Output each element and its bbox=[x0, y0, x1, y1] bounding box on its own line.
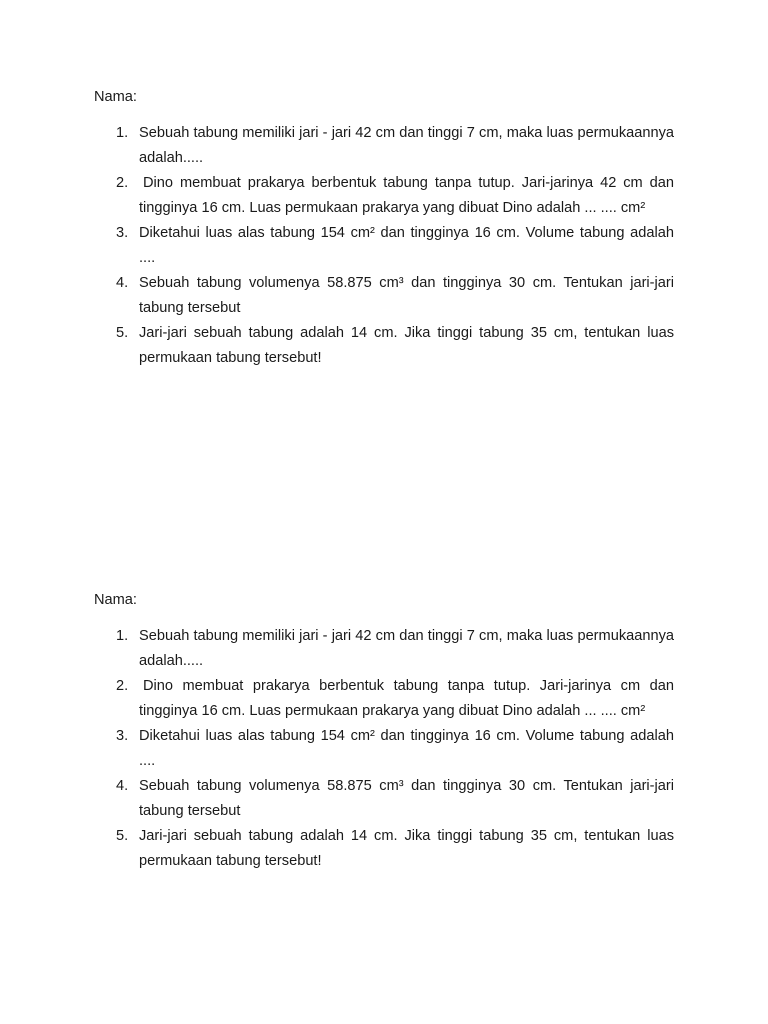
question-text: Sebuah tabung volumenya 58.875 cm³ dan tingginya 30 cm. Tentukan jari-jari tabung tersebut bbox=[139, 778, 674, 819]
name-label: Nama: bbox=[94, 592, 137, 608]
question-number: 5. bbox=[116, 828, 129, 844]
question-text: Sebuah tabung memiliki jari - jari 42 cm dan tinggi 7 cm, maka luas permukaannya adalah..... bbox=[139, 125, 674, 166]
question-number: 3. bbox=[116, 225, 129, 241]
question-number: 1. bbox=[116, 628, 129, 644]
question-number: 2. bbox=[116, 175, 129, 191]
name-label: Nama: bbox=[94, 89, 137, 105]
question-item bbox=[0, 221, 768, 271]
question-number: 1. bbox=[116, 125, 129, 141]
question-number: 4. bbox=[116, 778, 129, 794]
question-number: 2. bbox=[116, 678, 129, 694]
question-text: Diketahui luas alas tabung 154 cm² dan tingginya 16 cm. Volume tabung adalah .... bbox=[139, 728, 674, 769]
question-item bbox=[0, 624, 768, 674]
question-item bbox=[0, 824, 768, 874]
question-item bbox=[0, 171, 768, 221]
question-item bbox=[0, 724, 768, 774]
question-item bbox=[0, 321, 768, 371]
question-text: Jari-jari sebuah tabung adalah 14 cm. Jika tinggi tabung 35 cm, tentukan luas permukaan tabung tersebut! bbox=[139, 828, 674, 869]
question-text: Sebuah tabung volumenya 58.875 cm³ dan tingginya 30 cm. Tentukan jari-jari tabung tersebut bbox=[139, 275, 674, 316]
question-list bbox=[0, 121, 768, 371]
question-item bbox=[0, 271, 768, 321]
question-item bbox=[0, 774, 768, 824]
question-list bbox=[0, 624, 768, 874]
question-item bbox=[0, 674, 768, 724]
question-item bbox=[0, 121, 768, 171]
question-text: Diketahui luas alas tabung 154 cm² dan tingginya 16 cm. Volume tabung adalah .... bbox=[139, 225, 674, 266]
question-number: 5. bbox=[116, 325, 129, 341]
question-text: Dino membuat prakarya berbentuk tabung tanpa tutup. Jari-jarinya cm dan tingginya 16 cm. Luas permukaan prakarya yang dibuat Dino adalah ... .... cm² bbox=[139, 678, 674, 719]
question-text: Dino membuat prakarya berbentuk tabung tanpa tutup. Jari-jarinya 42 cm dan tingginya 16 cm. Luas permukaan prakarya yang dibuat Dino adalah ... .... cm² bbox=[139, 175, 674, 216]
question-number: 3. bbox=[116, 728, 129, 744]
question-number: 4. bbox=[116, 275, 129, 291]
question-text: Sebuah tabung memiliki jari - jari 42 cm dan tinggi 7 cm, maka luas permukaannya adalah..... bbox=[139, 628, 674, 669]
question-text: Jari-jari sebuah tabung adalah 14 cm. Jika tinggi tabung 35 cm, tentukan luas permukaan tabung tersebut! bbox=[139, 325, 674, 366]
